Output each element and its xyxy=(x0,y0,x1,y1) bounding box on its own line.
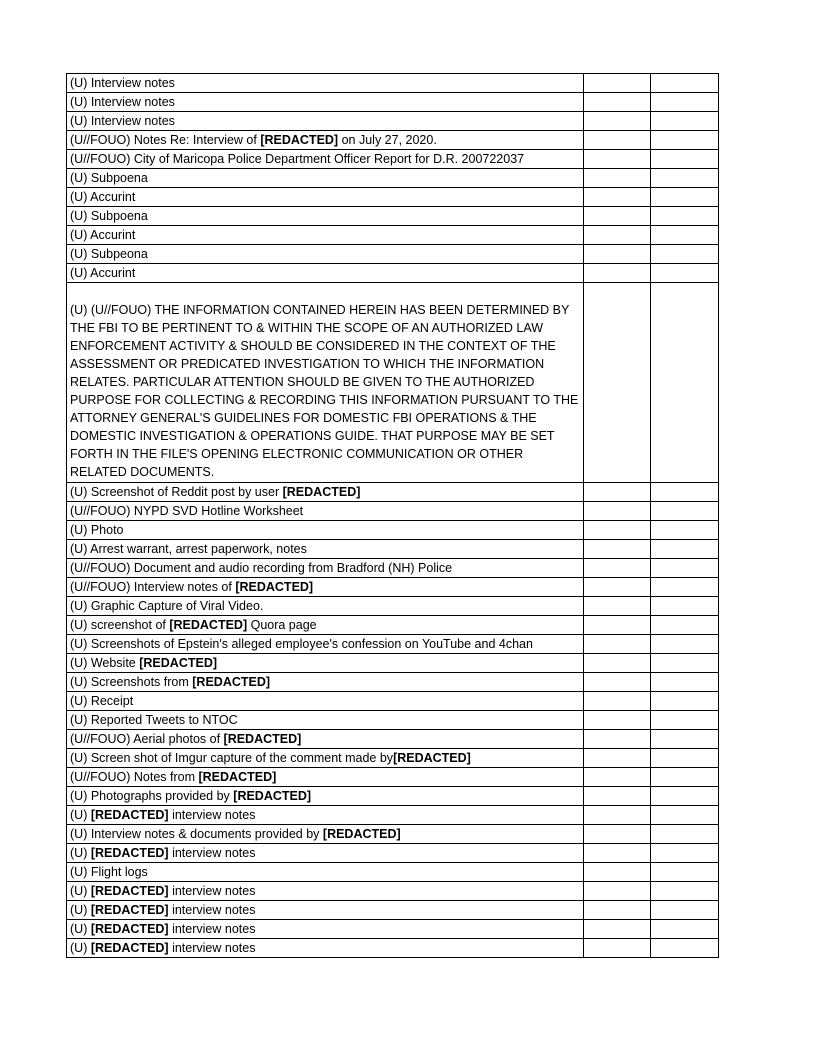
empty-cell-1 xyxy=(584,920,651,939)
table-row xyxy=(67,502,719,521)
empty-cell-1 xyxy=(584,597,651,616)
table-row xyxy=(67,616,719,635)
entry-text: (U) Accurint xyxy=(70,190,136,204)
empty-cell-1 xyxy=(584,730,651,749)
table-row xyxy=(67,150,719,169)
blank-line xyxy=(70,283,580,301)
table-row xyxy=(67,188,719,207)
table-row xyxy=(67,521,719,540)
entry-text: (U//FOUO) Document and audio recording from Bradford (NH) Police xyxy=(70,561,453,575)
empty-cell-2 xyxy=(651,245,719,264)
entry-cell xyxy=(67,207,584,226)
entry-text: (U) Flight logs xyxy=(70,865,148,879)
table-row xyxy=(67,93,719,112)
empty-cell-1 xyxy=(584,901,651,920)
entry-text: (U) Accurint xyxy=(70,228,136,242)
redacted-label: [REDACTED] xyxy=(169,618,248,632)
entry-cell xyxy=(67,578,584,597)
table-row xyxy=(67,578,719,597)
table-row xyxy=(67,806,719,825)
document-table xyxy=(66,73,719,958)
empty-cell-1 xyxy=(584,112,651,131)
empty-cell-1 xyxy=(584,521,651,540)
entry-cell xyxy=(67,692,584,711)
table-row xyxy=(67,635,719,654)
empty-cell-1 xyxy=(584,882,651,901)
empty-cell-1 xyxy=(584,207,651,226)
empty-cell-1 xyxy=(584,150,651,169)
entry-text: (U) Subpoena xyxy=(70,171,148,185)
empty-cell-2 xyxy=(651,920,719,939)
entry-text: (U) Screenshot of Reddit post by user xyxy=(70,485,283,499)
table-row xyxy=(67,749,719,768)
entry-text: (U//FOUO) Notes from xyxy=(70,770,199,784)
empty-cell-2 xyxy=(651,825,719,844)
redacted-label: [REDACTED] xyxy=(233,789,312,803)
empty-cell-2 xyxy=(651,93,719,112)
empty-cell-1 xyxy=(584,616,651,635)
empty-cell-1 xyxy=(584,578,651,597)
entry-text: (U) (U//FOUO) THE INFORMATION CONTAINED HEREIN HAS BEEN DETERMINED BY THE FBI TO BE PERTINENT TO & WITHIN THE SCOPE OF AN AUTHORIZED LAW ENFORCEMENT ACTIVITY & SHOULD BE CONSIDERED IN THE CONTEXT OF THE ASSESSMENT OR PREDICATED INVESTIGATION TO WHICH THE INFORMATION RELATES. PARTICULAR ATTENTION SHOULD BE GIVEN TO THE AUTHORIZED PURPOSE FOR COLLECTING & RECORDING THIS INFORMATION PURSUANT TO THE ATTORNEY GENERAL'S GUIDELINES FOR DOMESTIC FBI OPERATIONS & THE DOMESTIC INVESTIGATION & OPERATIONS GUIDE. THAT PURPOSE MAY BE SET FORTH IN THE FILE'S OPENING ELECTRONIC COMMUNICATION OR OTHER RELATED DOCUMENTS. xyxy=(70,303,579,479)
empty-cell-2 xyxy=(651,578,719,597)
entry-text: (U//FOUO) Interview notes of xyxy=(70,580,236,594)
table-row xyxy=(67,245,719,264)
entry-text: (U) Interview notes xyxy=(70,114,175,128)
redacted-label: [REDACTED] xyxy=(393,751,471,765)
entry-text: (U) Accurint xyxy=(70,266,136,280)
empty-cell-1 xyxy=(584,74,651,93)
empty-cell-2 xyxy=(651,112,719,131)
entry-cell xyxy=(67,559,584,578)
table-row xyxy=(67,711,719,730)
entry-cell xyxy=(67,245,584,264)
empty-cell-2 xyxy=(651,74,719,93)
empty-cell-2 xyxy=(651,188,719,207)
redacted-label: [REDACTED] xyxy=(90,846,169,860)
empty-cell-2 xyxy=(651,901,719,920)
entry-text: (U) Photographs provided by xyxy=(70,789,234,803)
table-row xyxy=(67,692,719,711)
entry-text: (U) screenshot of xyxy=(70,618,170,632)
empty-cell-1 xyxy=(584,711,651,730)
empty-cell-2 xyxy=(651,502,719,521)
empty-cell-1 xyxy=(584,825,651,844)
entry-text: (U) Reported Tweets to NTOC xyxy=(70,713,238,727)
entry-cell xyxy=(67,806,584,825)
entry-cell xyxy=(67,768,584,787)
table-row xyxy=(67,730,719,749)
empty-cell-1 xyxy=(584,673,651,692)
table-row xyxy=(67,939,719,958)
document-table-body xyxy=(67,74,719,958)
empty-cell-1 xyxy=(584,749,651,768)
empty-cell-2 xyxy=(651,226,719,245)
entry-text: (U) Subpoena xyxy=(70,209,148,223)
table-row xyxy=(67,768,719,787)
redacted-label: [REDACTED] xyxy=(90,808,169,822)
entry-cell xyxy=(67,540,584,559)
entry-text: (U) xyxy=(70,941,91,955)
empty-cell-1 xyxy=(584,131,651,150)
entry-text: (U) xyxy=(70,903,91,917)
table-row xyxy=(67,901,719,920)
empty-cell-1 xyxy=(584,283,651,483)
table-row xyxy=(67,112,719,131)
empty-cell-2 xyxy=(651,150,719,169)
empty-cell-1 xyxy=(584,169,651,188)
entry-cell xyxy=(67,226,584,245)
entry-text: (U) Screenshots of Epstein's alleged employee's confession on YouTube and 4chan xyxy=(70,637,533,651)
empty-cell-2 xyxy=(651,616,719,635)
table-row xyxy=(67,207,719,226)
redacted-label: [REDACTED] xyxy=(198,770,277,784)
entry-cell xyxy=(67,939,584,958)
redacted-label: [REDACTED] xyxy=(235,580,314,594)
empty-cell-2 xyxy=(651,844,719,863)
entry-text: (U) xyxy=(70,808,91,822)
empty-cell-2 xyxy=(651,692,719,711)
entry-cell xyxy=(67,787,584,806)
entry-cell xyxy=(67,730,584,749)
entry-text: interview notes xyxy=(168,808,256,822)
empty-cell-2 xyxy=(651,730,719,749)
entry-cell xyxy=(67,844,584,863)
empty-cell-2 xyxy=(651,673,719,692)
empty-cell-1 xyxy=(584,863,651,882)
empty-cell-2 xyxy=(651,635,719,654)
empty-cell-1 xyxy=(584,559,651,578)
empty-cell-1 xyxy=(584,245,651,264)
entry-text: (U) Graphic Capture of Viral Video. xyxy=(70,599,264,613)
entry-text: (U) Interview notes xyxy=(70,76,175,90)
entry-text: (U) Website xyxy=(70,656,140,670)
entry-cell xyxy=(67,264,584,283)
table-row xyxy=(67,920,719,939)
entry-cell xyxy=(67,616,584,635)
entry-cell xyxy=(67,863,584,882)
empty-cell-2 xyxy=(651,882,719,901)
entry-cell xyxy=(67,112,584,131)
entry-text: interview notes xyxy=(168,846,256,860)
redacted-label: [REDACTED] xyxy=(90,941,169,955)
redacted-label: [REDACTED] xyxy=(192,675,271,689)
empty-cell-2 xyxy=(651,749,719,768)
table-row xyxy=(67,559,719,578)
empty-cell-1 xyxy=(584,654,651,673)
table-row xyxy=(67,597,719,616)
entry-cell xyxy=(67,150,584,169)
empty-cell-2 xyxy=(651,540,719,559)
entry-text: (U) Screenshots from xyxy=(70,675,193,689)
entry-cell-fbi-notice xyxy=(67,283,584,483)
entry-cell xyxy=(67,502,584,521)
empty-cell-1 xyxy=(584,483,651,502)
entry-text: interview notes xyxy=(168,941,256,955)
table-row xyxy=(67,673,719,692)
empty-cell-1 xyxy=(584,806,651,825)
entry-text: (U) Subpeona xyxy=(70,247,148,261)
entry-text: (U//FOUO) City of Maricopa Police Department Officer Report for D.R. 200722037 xyxy=(70,152,525,166)
empty-cell-2 xyxy=(651,131,719,150)
entry-text: (U) Arrest warrant, arrest paperwork, notes xyxy=(70,542,307,556)
empty-cell-2 xyxy=(651,169,719,188)
entry-text: interview notes xyxy=(168,903,256,917)
empty-cell-1 xyxy=(584,844,651,863)
redacted-label: [REDACTED] xyxy=(90,903,169,917)
empty-cell-1 xyxy=(584,692,651,711)
entry-cell xyxy=(67,131,584,150)
table-row xyxy=(67,654,719,673)
entry-cell xyxy=(67,597,584,616)
entry-cell xyxy=(67,93,584,112)
empty-cell-1 xyxy=(584,188,651,207)
empty-cell-1 xyxy=(584,768,651,787)
entry-cell xyxy=(67,654,584,673)
empty-cell-1 xyxy=(584,540,651,559)
redacted-label: [REDACTED] xyxy=(139,656,218,670)
redacted-label: [REDACTED] xyxy=(322,827,401,841)
entry-text: (U) Interview notes & documents provided by xyxy=(70,827,323,841)
entry-cell xyxy=(67,673,584,692)
entry-text: (U) Interview notes xyxy=(70,95,175,109)
empty-cell-2 xyxy=(651,939,719,958)
empty-cell-1 xyxy=(584,93,651,112)
table-row xyxy=(67,540,719,559)
table-row xyxy=(67,863,719,882)
empty-cell-2 xyxy=(651,559,719,578)
entry-text: (U) Screen shot of Imgur capture of the comment made by xyxy=(70,751,394,765)
entry-cell xyxy=(67,882,584,901)
table-row xyxy=(67,844,719,863)
empty-cell-2 xyxy=(651,863,719,882)
entry-text: (U) Photo xyxy=(70,523,124,537)
empty-cell-2 xyxy=(651,521,719,540)
entry-cell xyxy=(67,521,584,540)
entry-text: interview notes xyxy=(168,884,256,898)
empty-cell-2 xyxy=(651,207,719,226)
entry-text: Quora page xyxy=(247,618,317,632)
empty-cell-2 xyxy=(651,711,719,730)
entry-cell xyxy=(67,74,584,93)
empty-cell-1 xyxy=(584,635,651,654)
empty-cell-1 xyxy=(584,939,651,958)
empty-cell-2 xyxy=(651,264,719,283)
empty-cell-1 xyxy=(584,226,651,245)
entry-text: (U//FOUO) NYPD SVD Hotline Worksheet xyxy=(70,504,304,518)
empty-cell-2 xyxy=(651,283,719,483)
table-row xyxy=(67,169,719,188)
table-row xyxy=(67,226,719,245)
entry-text: interview notes xyxy=(168,922,256,936)
entry-cell xyxy=(67,188,584,207)
entry-text: (U) xyxy=(70,922,91,936)
entry-text: (U//FOUO) Aerial photos of xyxy=(70,732,224,746)
empty-cell-2 xyxy=(651,597,719,616)
entry-cell xyxy=(67,711,584,730)
entry-cell xyxy=(67,635,584,654)
table-row xyxy=(67,74,719,93)
entry-cell xyxy=(67,483,584,502)
entry-text: (U//FOUO) Notes Re: Interview of xyxy=(70,133,261,147)
empty-cell-1 xyxy=(584,787,651,806)
redacted-label: [REDACTED] xyxy=(223,732,302,746)
empty-cell-1 xyxy=(584,264,651,283)
entry-cell xyxy=(67,920,584,939)
entry-cell xyxy=(67,901,584,920)
empty-cell-2 xyxy=(651,483,719,502)
table-row xyxy=(67,131,719,150)
empty-cell-1 xyxy=(584,502,651,521)
redacted-label: [REDACTED] xyxy=(90,922,169,936)
entry-text: on July 27, 2020. xyxy=(338,133,437,147)
table-row xyxy=(67,264,719,283)
entry-cell xyxy=(67,825,584,844)
entry-cell xyxy=(67,749,584,768)
redacted-label: [REDACTED] xyxy=(282,485,361,499)
entry-text: (U) xyxy=(70,884,91,898)
table-row xyxy=(67,825,719,844)
entry-text: (U) xyxy=(70,846,91,860)
table-row xyxy=(67,483,719,502)
empty-cell-2 xyxy=(651,654,719,673)
table-row xyxy=(67,882,719,901)
redacted-label: [REDACTED] xyxy=(260,133,339,147)
entry-text: (U) Receipt xyxy=(70,694,134,708)
redacted-label: [REDACTED] xyxy=(90,884,169,898)
empty-cell-2 xyxy=(651,768,719,787)
empty-cell-2 xyxy=(651,806,719,825)
entry-cell xyxy=(67,169,584,188)
table-row xyxy=(67,787,719,806)
empty-cell-2 xyxy=(651,787,719,806)
table-row xyxy=(67,283,719,483)
